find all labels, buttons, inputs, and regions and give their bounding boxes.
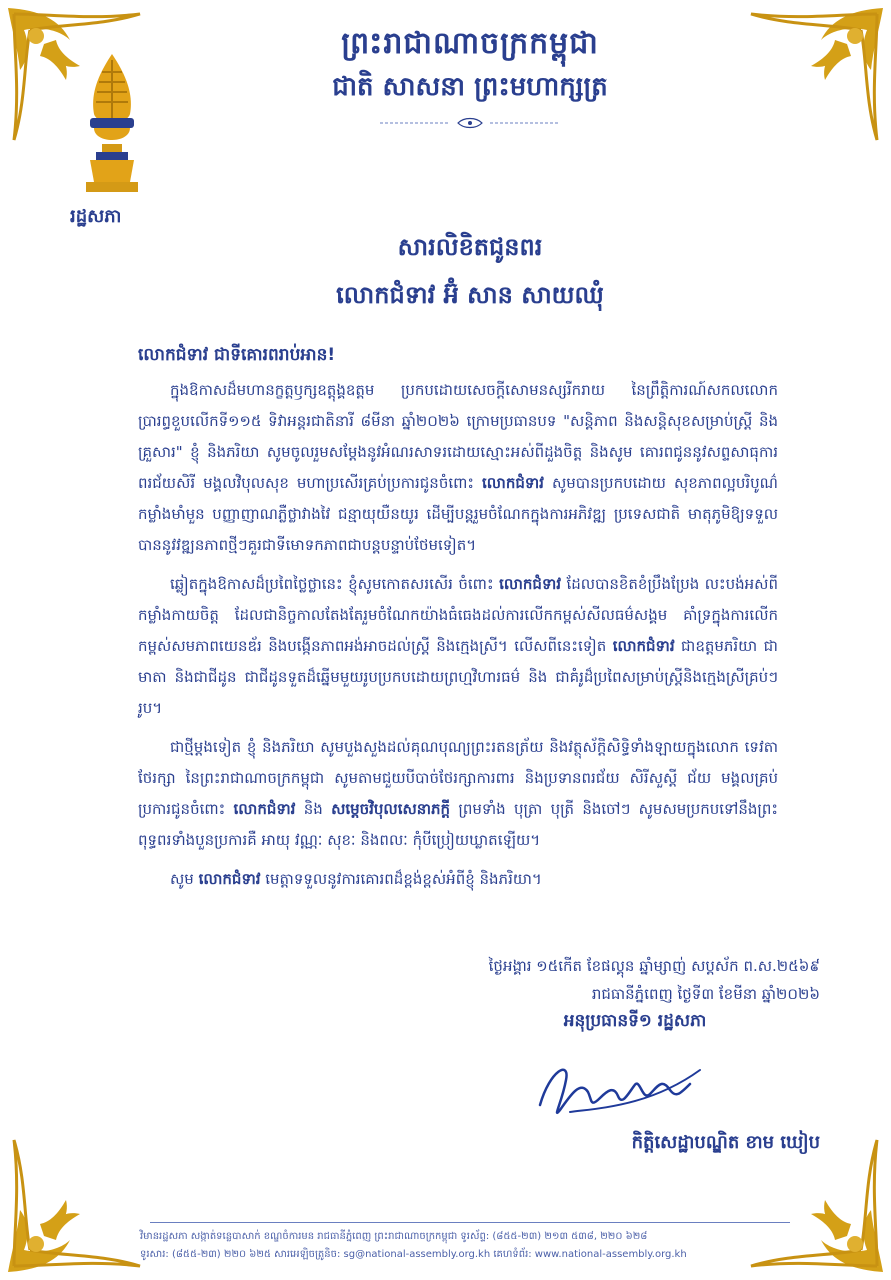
national-assembly-emblem-icon xyxy=(72,52,152,202)
paragraph-1 xyxy=(138,375,778,561)
closing-line xyxy=(138,864,778,895)
paragraph-text: ជាឧត្តមភរិយា ជាមាតា និងជាជីដូន ជាជីដូនទួតដ៏ឆ្នើមមួយរូបប្រកបដោយព្រហ្មវិហារធម៌ និង ជាគំរូដ៏ប្រពៃសម្រាប់ស្ត្រីនិងក្មេងស្រីគ្រប់ៗរូប។ xyxy=(138,637,778,717)
corner-ornament-bottom-left xyxy=(0,1130,150,1280)
honorific: លោកជំទាវ xyxy=(198,870,261,888)
paragraph-text: ព្រមទាំង បុត្រា បុត្រី និងចៅៗ សូមសមប្រកបទៅនឹងព្រះពុទ្ធពរទាំងបួនប្រការគឺ អាយុ វណ្ណៈ សុខៈ និងពលៈ កុំបីប្រៀយឃ្លាតឡើយ។ xyxy=(138,800,778,849)
honorific: លោកជំទាវ xyxy=(482,474,544,492)
paragraph-2 xyxy=(138,569,778,724)
lunar-date: ថ្ងៃអង្គារ ១៥កើត ខែផល្គុន ឆ្នាំម្សាញ់ សប្តស័ក ព.ស.២៥៦៩ xyxy=(488,957,820,975)
solar-date: រាជធានីភ្នំពេញ ថ្ងៃទី៣ ខែមីនា ឆ្នាំ២០២៦ xyxy=(591,985,820,1003)
institution-label: រដ្ឋសភា xyxy=(70,206,122,227)
paragraph-text: មេត្តាទទួលនូវការគោរពដ៏ខ្ពង់ខ្ពស់អំពីខ្ញុំ និងភរិយា។ xyxy=(265,870,542,888)
kingdom-heading: ព្រះរាជាណាចក្រកម្ពុជា xyxy=(341,26,599,61)
salutation: លោកជំទាវ ជាទីគោរពរាប់អាន! xyxy=(138,345,336,365)
paragraph-text: ឆ្លៀតក្នុងឱកាសដ៏ប្រពៃថ្លៃថ្លានេះ ខ្ញុំសូមកោតសរសើរ ចំពោះ xyxy=(170,575,494,593)
signer-title: អនុប្រធានទី១ រដ្ឋសភា xyxy=(563,1011,707,1031)
paragraph-text: ជាថ្មីម្តងទៀត ខ្ញុំ និងភរិយា សូមបួងសួងដល់គុណបុណ្យព្រះរតនត្រ័យ និងវត្ថុស័ក្តិសិទ្ធិទាំងឡាយក្នុងលោក ទេវតាថែរក្សា នៃព្រះរាជាណាចក្រកម្ពុជា សូមតាមជួយបីបាច់ថែរក្សាការពារ និងប្រទានពរជ័យ សិរីសួស្តី ជ័យ មង្គលគ្រប់ប្រការជូនចំពោះ xyxy=(138,738,778,818)
paragraph-text: សូមបានប្រកបដោយ សុខភាពល្អបរិបូណ៌ កម្លាំងមាំមួន បញ្ញាញាណភ្លឺថ្លាវាងវៃ ជន្មាយុយឺនយូរ ដើម្បីបន្តរួមចំណែកក្នុងការអភិវឌ្ឍ ប្រទេសជាតិ មាតុភូមិឱ្យទទួលបាននូវវឌ្ឍនភាពថ្មីៗគួរជាទីមោទកភាពជាបន្តបន្ទាប់ថែមទៀត។ xyxy=(138,474,778,554)
national-motto: ជាតិ សាសនា ព្រះមហាក្សត្រ xyxy=(332,72,608,102)
date-block xyxy=(440,952,820,1008)
honorific: លោកជំទាវ xyxy=(499,575,561,593)
honorific: សម្តេចវិបុលសេនាភក្តី xyxy=(331,800,451,818)
footer-contact xyxy=(140,1228,840,1264)
honorific: លោកជំទាវ xyxy=(612,637,675,655)
footer-divider xyxy=(150,1222,790,1223)
letter-recipient: លោកជំទាវ អ៊ំ សាន សាយឈុំ xyxy=(336,281,604,309)
footer-contact-info: ទូរសារ: (៨៥៥-២៣) ២២០ ៦២៥ សារអេឡិចត្រូនិច: sg@national-assembly.org.kh គេហទំព័រ: www.national-assembly.org.kh xyxy=(140,1249,687,1260)
letter-title: សារលិខិតជូនពរ xyxy=(397,233,543,261)
corner-ornament-top-right xyxy=(741,0,891,150)
paragraph-text: និង xyxy=(303,800,323,818)
paragraph-text: ក្នុងឱកាសដ៏មហានក្ខត្តឫក្សឧត្តុង្គឧត្តម ប្រកបដោយសេចក្តីសោមនស្សរីករាយ នៃព្រឹត្តិការណ៍សកលលោក ប្រារព្ធខួបលើកទី១១៥ ទិវាអន្តរជាតិនារី ៨មីនា ឆ្នាំ២០២៦ ក្រោមប្រធានបទ "សន្តិភាព និងសន្តិសុខសម្រាប់ស្ត្រី និងគ្រួសារ" ខ្ញុំ និងភរិយា សូមចូលរួមសម្តែងនូវអំណរសាទរដោយស្មោះអស់ពីដួងចិត្ត និងសូម គោរពជូននូវសព្ទសាធុការពរជ័យសិរី មង្គលវិបុលសុខ មហាប្រសើរគ្រប់ប្រការជូនចំពោះ xyxy=(138,381,778,492)
letter-body xyxy=(138,340,778,895)
paragraph-text: សូម xyxy=(170,870,194,888)
handwritten-signature xyxy=(530,1050,710,1130)
paragraph-text: ដែលបានខិតខំប្រឹងប្រែង លះបង់អស់ពីកម្លាំងកាយចិត្ត ដែលជានិច្ចកាលតែងតែរួមចំណែកយ៉ាងធំធេងដល់ការលើកកម្ពស់សីលធម៌សង្គម គាំទ្រក្នុងការលើកកម្ពស់សមភាពយេនឌ័រ និងបង្កើនភាពអង់អាចដល់ស្ត្រី និងក្មេងស្រី។ លើសពីនេះទៀត xyxy=(138,575,778,655)
paragraph-3 xyxy=(138,732,778,856)
honorific: លោកជំទាវ xyxy=(233,800,296,818)
signer-name: កិត្តិសេដ្ឋាបណ្ឌិត ខាម ឃៀប xyxy=(631,1132,820,1153)
footer-address: វិមានរដ្ឋសភា សង្កាត់ទន្លេបាសាក់ ខណ្ឌចំការមន រាជធានីភ្នំពេញ ព្រះរាជាណាចក្រកម្ពុជា ទូរស័ព្ទ: (៨៥៥-២៣) ២១៣ ៥៣៨, ២២០ ៦២៨ xyxy=(140,1231,648,1242)
divider-ornament-icon xyxy=(380,116,560,130)
